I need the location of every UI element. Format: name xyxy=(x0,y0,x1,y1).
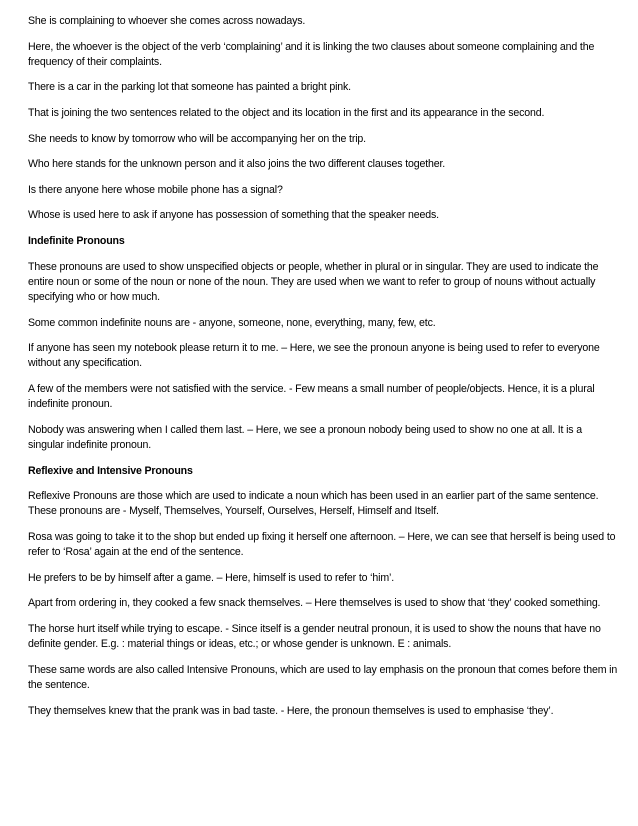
paragraph-16: He prefers to be by himself after a game. – Here, himself is used to refer to ‘him’. xyxy=(28,571,394,584)
paragraph-10: Some common indefinite nouns are - anyone, someone, none, everything, many, few, etc. xyxy=(28,316,436,329)
paragraph-6: Who here stands for the unknown person and it also joins the two different clauses together. xyxy=(28,158,446,171)
paragraph-4: That is joining the two sentences related to the object and its location in the first and its appearance in the second. xyxy=(28,106,545,119)
document-page xyxy=(28,14,618,729)
paragraph-1: She is complaining to whoever she comes across nowadays. xyxy=(28,15,306,27)
paragraph-19: These same words are also called Intensive Pronouns, which are used to lay emphasis on the pronoun that comes before them in the sentence. xyxy=(28,663,618,691)
section-heading-reflexive-intensive-pronouns: Reflexive and Intensive Pronouns xyxy=(28,464,193,477)
paragraph-7: Is there anyone here whose mobile phone has a signal? xyxy=(28,183,283,196)
paragraph-12: A few of the members were not satisfied with the service. - Few means a small number of people/objects. Hence, it is a plural indefinite pronoun. xyxy=(28,382,595,411)
paragraph-9: These pronouns are used to show unspecified objects or people, whether in plural or in singular. They are used to indicate the entire noun or some of the noun or none of the noun. They are used when we want to refer to group of nouns without actually specifying who or how much. xyxy=(28,260,599,303)
paragraph-2: Here, the whoever is the object of the verb ‘complaining’ and it is linking the two clauses about someone complaining and the frequency of their complaints. xyxy=(28,40,595,68)
paragraph-13: Nobody was answering when I called them last. – Here, we see a pronoun nobody being used to show no one at all. It is a singular indefinite pronoun. xyxy=(28,423,582,451)
section-heading-indefinite-pronouns: Indefinite Pronouns xyxy=(28,234,125,247)
paragraph-14: Reflexive Pronouns are those which are used to indicate a noun which has been used in an earlier part of the same sentence. These pronouns are - Myself, Themselves, Yourself, Ourselves, Herself, Himself and Itself. xyxy=(28,490,599,518)
paragraph-20: They themselves knew that the prank was in bad taste. - Here, the pronoun themselves is used to emphasise ‘they’. xyxy=(28,704,554,717)
paragraph-15: Rosa was going to take it to the shop but ended up fixing it herself one afternoon. – Here, we can see that herself is being used to refer to ‘Rosa’ again at the end of the sentence. xyxy=(28,530,616,559)
paragraph-3: There is a car in the parking lot that someone has painted a bright pink. xyxy=(28,81,351,94)
paragraph-18: The horse hurt itself while trying to escape. - Since itself is a gender neutral pronoun, it is used to show the nouns that have no definite gender. E.g. : material things or ideas, etc.; or whose gender is unknown. E : animals. xyxy=(28,622,601,651)
paragraph-5: She needs to know by tomorrow who will be accompanying her on the trip. xyxy=(28,132,366,145)
paragraph-11: If anyone has seen my notebook please return it to me. – Here, we see the pronoun anyone is being used to refer to everyone without any specification. xyxy=(28,342,600,370)
paragraph-17: Apart from ordering in, they cooked a few snack themselves. – Here themselves is used to show that ‘they’ cooked something. xyxy=(28,597,601,610)
paragraph-8: Whose is used here to ask if anyone has possession of something that the speaker needs. xyxy=(28,209,439,222)
